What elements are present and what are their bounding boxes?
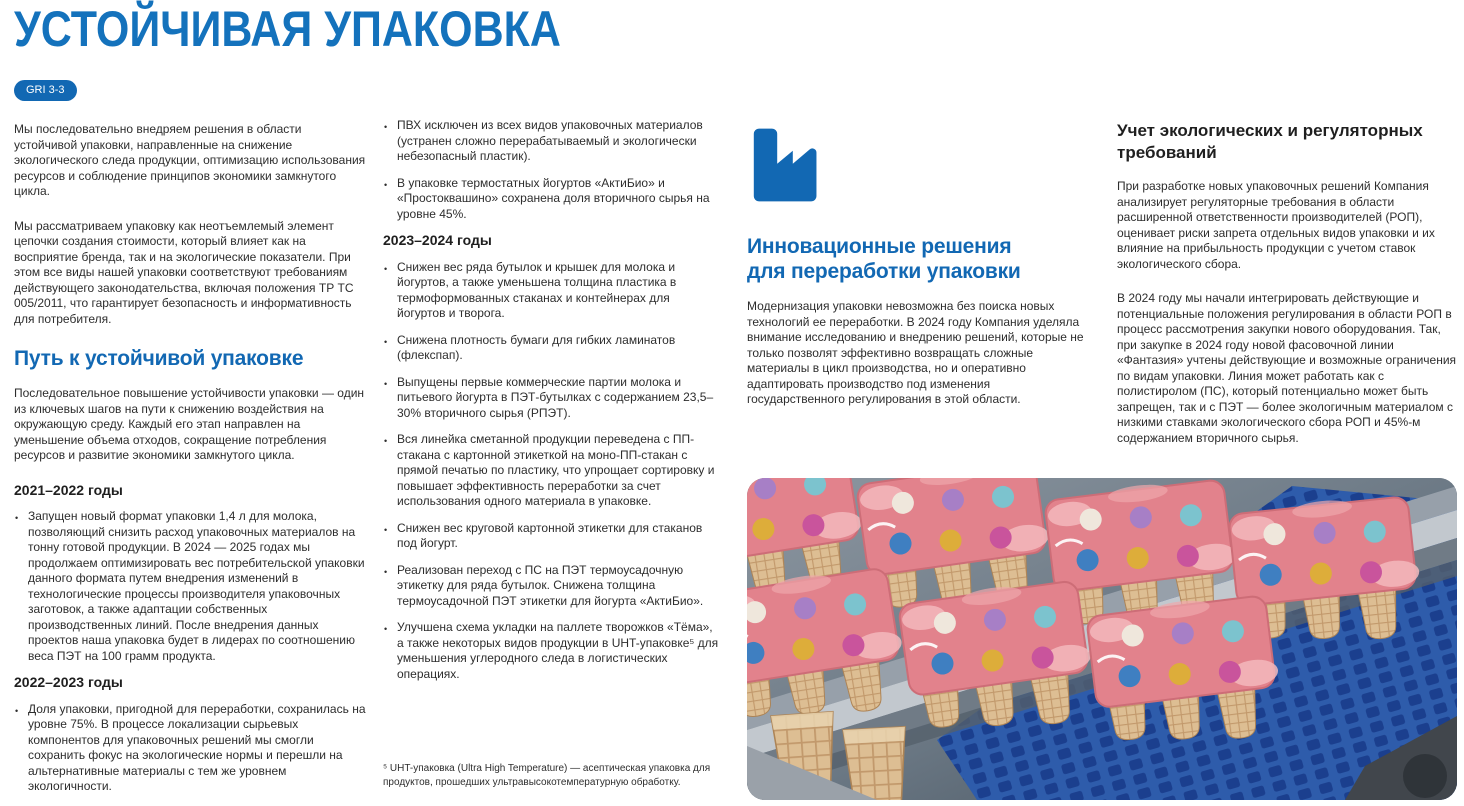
period-2023-2024-list [383, 260, 721, 683]
period-2021-2022-label: 2021–2022 годы [14, 481, 123, 498]
list-item: • Выпущены первые коммерческие партии молока и питьевого йогурта в ПЭТ-бутылках с содержанием 23,5–30% вторичного сырья (РПЭТ). [383, 375, 721, 422]
regulatory-paragraph-1: При разработке новых упаковочных решений Компания анализирует регуляторные требования в области расширенной ответственности производителей (РОП), оценивает риски запрета отдельных видов упаковки и их влияние на прибыльность продукции с учетом ставок экологического сбора. [1117, 179, 1435, 271]
list-item: • В упаковке термостатных йогуртов «АктиБио» и «Простоквашино» сохранена доля вторичного сырья на уровне 45%. [383, 176, 721, 223]
innovation-heading: Инновационные решения для переработки упаковки [747, 235, 1021, 283]
column-intro [14, 122, 366, 806]
packaging-line-photo [747, 478, 1457, 800]
period-2022-2023-list-cont [383, 118, 721, 222]
regulatory-paragraph-2: В 2024 году мы начали интегрировать действующие и потенциальные положения регулирования в области РОП в процесс рассмотрения закупки нового оборудования. Так, при закупке в 2024 году новой фасовочной линии «Фантазия» учтены действующие и возможные ограничения по видам упаковки. Линия может работать как с полистиролом (ПС), который потенциально может быть запрещен, так и с ПЭТ — более экологичным материалом с низкими ставками экологического сбора РОП и 45%-м содержанием вторичного сырья. [1117, 291, 1457, 445]
intro-paragraph-2: Мы рассматриваем упаковку как неотъемлемый элемент цепочки создания стоимости, который влияет как на восприятие бренда, так и на экологические показатели. При этом все виды нашей упаковки соответствуют требованиям действующего законодательства, включая положения ТР ТС 005/2011, что гарантирует безопасность и информативность для потребителя. [14, 218, 354, 326]
conveyor-photo-illustration [747, 478, 1457, 800]
column-timeline [383, 118, 721, 693]
column-regulatory [1117, 120, 1459, 465]
period-2022-2023-list [14, 702, 366, 795]
page-title: УСТОЙЧИВАЯ УПАКОВКА [14, 1, 561, 57]
period-2023-2024-label: 2023–2024 годы [383, 232, 492, 248]
regulatory-heading: Учет экологических и регуляторных требований [1117, 121, 1423, 162]
list-item: • Снижен вес ряда бутылок и крышек для молока и йогуртов, а также уменьшена толщина пластика в термоформованных стаканах и контейнерах для йогуртов и творога. [383, 260, 721, 322]
column-innovation [747, 122, 1089, 427]
gri-badge: GRI 3-3 [14, 80, 77, 101]
list-item: • Снижена плотность бумаги для гибких ламинатов (флекспап). [383, 333, 721, 364]
list-item: • Снижен вес круговой картонной этикетки для стаканов под йогурт. [383, 521, 721, 552]
list-item: • Улучшена схема укладки на паллете творожков «Тёма», а также некоторых видов продукции в UHT-упаковке⁵ для уменьшения углеродного следа в логистических операциях. [383, 620, 721, 682]
list-item: • ПВХ исключен из всех видов упаковочных материалов (устранен сложно перерабатываемый и экологически небезопасный пластик). [383, 118, 721, 165]
factory-icon [747, 126, 1089, 204]
list-item: • Доля упаковки, пригодной для переработки, сохранилась на уровне 75%. В процессе локализации сырьевых компонентов для упаковочных решений мы смогли сохранить фокус на экологические нормы и перешли на альтернативные материалы с тем же уровнем экологичности. [14, 702, 366, 795]
period-2021-2022-list [14, 509, 366, 664]
list-item: • Запущен новый формат упаковки 1,4 л для молока, позволяющий снизить расход упаковочных материалов на тонну готовой продукции. В 2024 — 2025 годах мы продолжаем оптимизировать вес потребительской упаковки данного формата путем внедрения изменений в технологические процессы производителя упаковочных заготовок, а также адаптации собственных производственных линий. После внедрения данных проектов наша упаковка будет в лидерах по соотношению веса ПЭТ на 100 грамм продукта. [14, 509, 366, 664]
list-item: • Реализован переход с ПС на ПЭТ термоусадочную этикетку для ряда бутылок. Снижена толщина термоусадочной ПЭТ этикетки для йогурта «АктиБио». [383, 563, 721, 610]
section-heading-path: Путь к устойчивой упаковке [14, 347, 304, 370]
period-2022-2023-label: 2022–2023 годы [14, 674, 123, 690]
innovation-body: Модернизация упаковки невозможна без поиска новых технологий ее переработки. В 2024 году Компания уделяла внимание исследованию и внедрению решений, которые не только позволят эффективно возвращать сложные материалы в цикл производства, но и оперативно адаптировать производство под изменения государственного регулирования в этой области. [747, 299, 1084, 406]
path-section-intro: Последовательное повышение устойчивости упаковки — один из ключевых шагов на пути к снижению воздействия на окружающую среду. Каждый его этап направлен на уменьшение объема отходов, сокращение потребления ресурсов и развитие экономики замкнутого цикла. [14, 386, 365, 462]
list-item: • Вся линейка сметанной продукции переведена с ПП-стакана с картонной этикеткой на моно-ПП-стакан с прямой печатью по пластику, что упрощает сортировку и повышает эффективность переработки за счет использования одного материала в упаковке. [383, 432, 721, 510]
intro-paragraph-1: Мы последовательно внедряем решения в области устойчивой упаковки, направленные на снижение экологического следа продукции, оптимизацию использования ресурсов и соблюдение принципов экономики замкнутого цикла. [14, 122, 366, 198]
uht-footnote: ⁵ UHT-упаковка (Ultra High Temperature) — асептическая упаковка для продуктов, прошедших ультравысокотемпературную обработку. [383, 763, 711, 788]
